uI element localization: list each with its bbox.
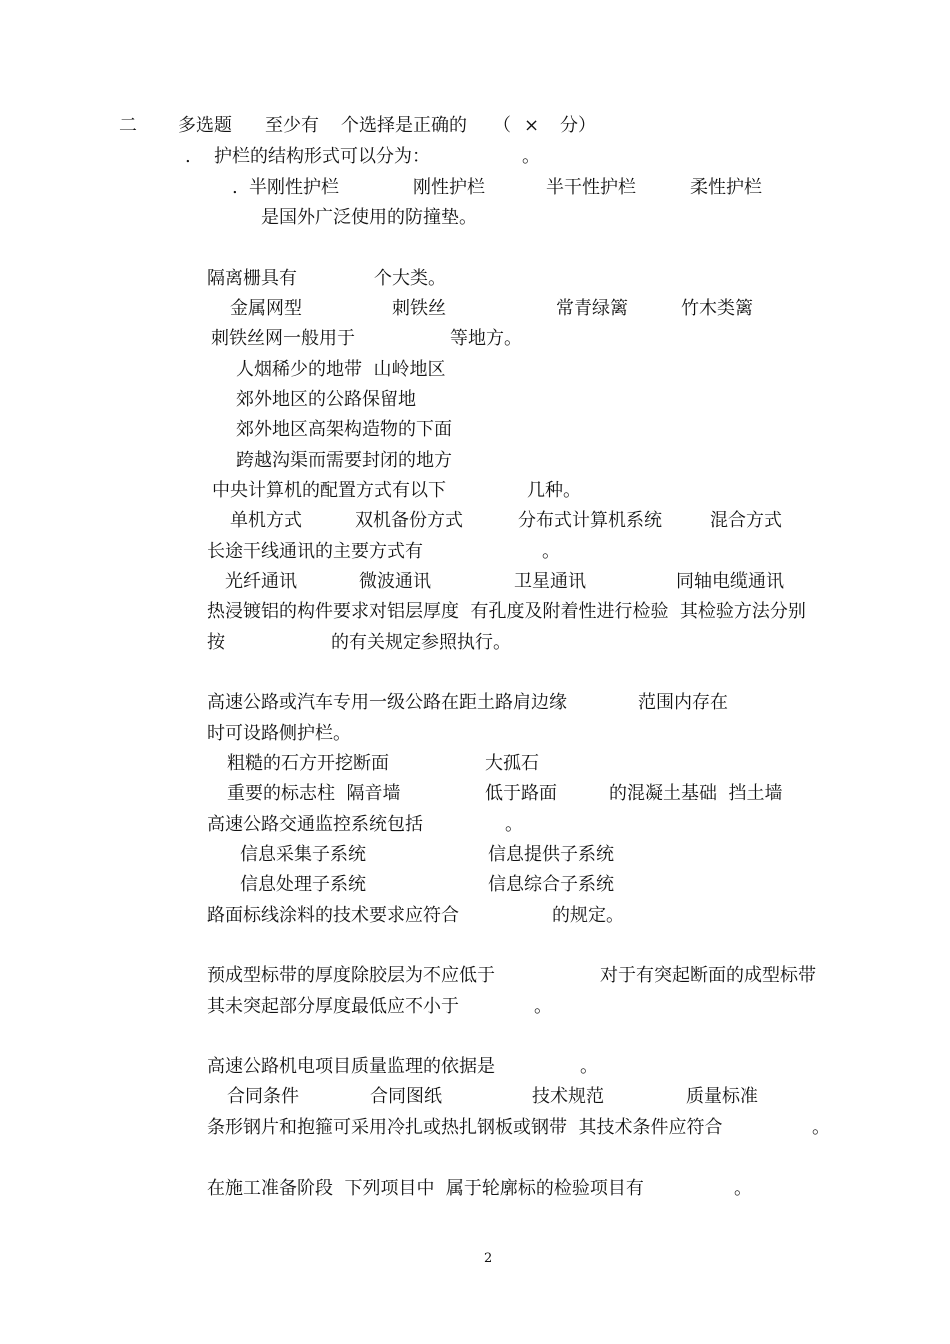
q12-text-b: 。 [812,1117,830,1138]
q10-text-1b: 对于有突起断面的成型标带 [600,965,816,986]
q11-option-c: 技术规范 [532,1086,604,1107]
q1-marker: . [185,146,191,167]
section-number: 二 [119,115,137,136]
q8-option-a: 信息采集子系统 [240,844,366,865]
q7-option-a: 粗糙的石方开挖断面 [227,753,389,774]
q4-end: 几种。 [527,480,581,501]
q3-text: 刺铁丝网一般用于 [211,328,355,349]
q5-end: 。 [542,541,560,562]
q1-option-b: 刚性护栏 [413,177,485,198]
q4-text: 中央计算机的配置方式有以下 [212,480,446,501]
q8-option-c: 信息处理子系统 [240,874,366,895]
section-paren: （ [493,115,511,136]
q5-option-d: 同轴电缆通讯 [676,571,784,592]
q11-option-d: 质量标准 [686,1086,758,1107]
q3-option-a: 人烟稀少的地带 山岭地区 [236,359,446,380]
q11-option-b: 合同图纸 [370,1086,442,1107]
q5-text: 长途干线通讯的主要方式有 [207,541,423,562]
q7-option-b: 大孤石 [485,753,539,774]
q7-text-1b: 范围内存在 [638,692,728,713]
q2-option-d: 竹木类篱 [681,298,753,319]
q3-option-b: 郊外地区的公路保留地 [236,389,416,410]
q6-text-2b: 的有关规定参照执行。 [331,632,511,653]
q8-text: 高速公路交通监控系统包括 [207,814,423,835]
q6-text-2a: 按 [207,632,225,653]
q4-option-b: 双机备份方式 [355,510,463,531]
q3-option-d: 跨越沟渠而需要封闭的地方 [236,450,452,471]
q11-option-a: 合同条件 [227,1086,299,1107]
section-desc-2: 个选择是正确的 [341,115,467,136]
q9-text-a: 路面标线涂料的技术要求应符合 [207,905,459,926]
q10-text-2a: 其未突起部分厚度最低应不小于 [207,996,459,1017]
q8-option-d: 信息综合子系统 [488,874,614,895]
q4-option-a: 单机方式 [230,510,302,531]
q1-option-a: 半刚性护栏 [249,177,339,198]
q1-option-d: 柔性护栏 [690,177,762,198]
q9-text-b: 的规定。 [552,905,624,926]
q2-option-a: 金属网型 [230,298,302,319]
q2-end: 个大类。 [374,268,446,289]
q5-option-a: 光纤通讯 [225,571,297,592]
q8-end: 。 [505,814,523,835]
q7-option-c: 重要的标志柱 隔音墙 [227,783,401,804]
page-number: 2 [484,1251,493,1266]
q10-text-1a: 预成型标带的厚度除胶层为不应低于 [207,965,495,986]
q2-text: 隔离栅具有 [207,268,297,289]
q12-text-a: 条形钢片和抱箍可采用冷扎或热扎钢板或钢带 其技术条件应符合 [207,1117,723,1138]
q13-text-b: 。 [734,1178,752,1199]
q2-option-c: 常青绿篱 [556,298,628,319]
q10-text-2b: 。 [534,996,552,1017]
q5-option-c: 卫星通讯 [514,571,586,592]
q13-text-a: 在施工准备阶段 下列项目中 属于轮廓标的检验项目有 [207,1178,644,1199]
q11-end: 。 [580,1056,598,1077]
section-times: × [524,115,540,136]
q1-option-marker: . [232,177,238,198]
q7-text-1a: 高速公路或汽车专用一级公路在距土路肩边缘 [207,692,567,713]
q1-end: 。 [522,146,540,167]
section-title: 多选题 [178,115,232,136]
q1-text: 护栏的结构形式可以分为： [214,146,430,167]
q4-option-d: 混合方式 [710,510,782,531]
q4-option-c: 分布式计算机系统 [518,510,662,531]
q3-end: 等地方。 [450,328,522,349]
section-desc: 至少有 [265,115,319,136]
q3-option-c: 郊外地区高架构造物的下面 [236,419,452,440]
q6-text-1: 热浸镀铝的构件要求对铝层厚度 有孔度及附着性进行检验 其检验方法分别 [207,601,806,622]
q5-option-b: 微波通讯 [359,571,431,592]
q11-text: 高速公路机电项目质量监理的依据是 [207,1056,495,1077]
q7-option-d2: 的混凝土基础 挡土墙 [609,783,783,804]
q8-option-b: 信息提供子系统 [488,844,614,865]
q1-option-c: 半干性护栏 [546,177,636,198]
q2-option-b: 刺铁丝 [392,298,446,319]
q7-option-d1: 低于路面 [485,783,557,804]
q1-text-2: 是国外广泛使用的防撞垫。 [261,207,477,228]
section-unit: 分） [560,115,596,136]
q7-text-2: 时可设路侧护栏。 [207,723,351,744]
